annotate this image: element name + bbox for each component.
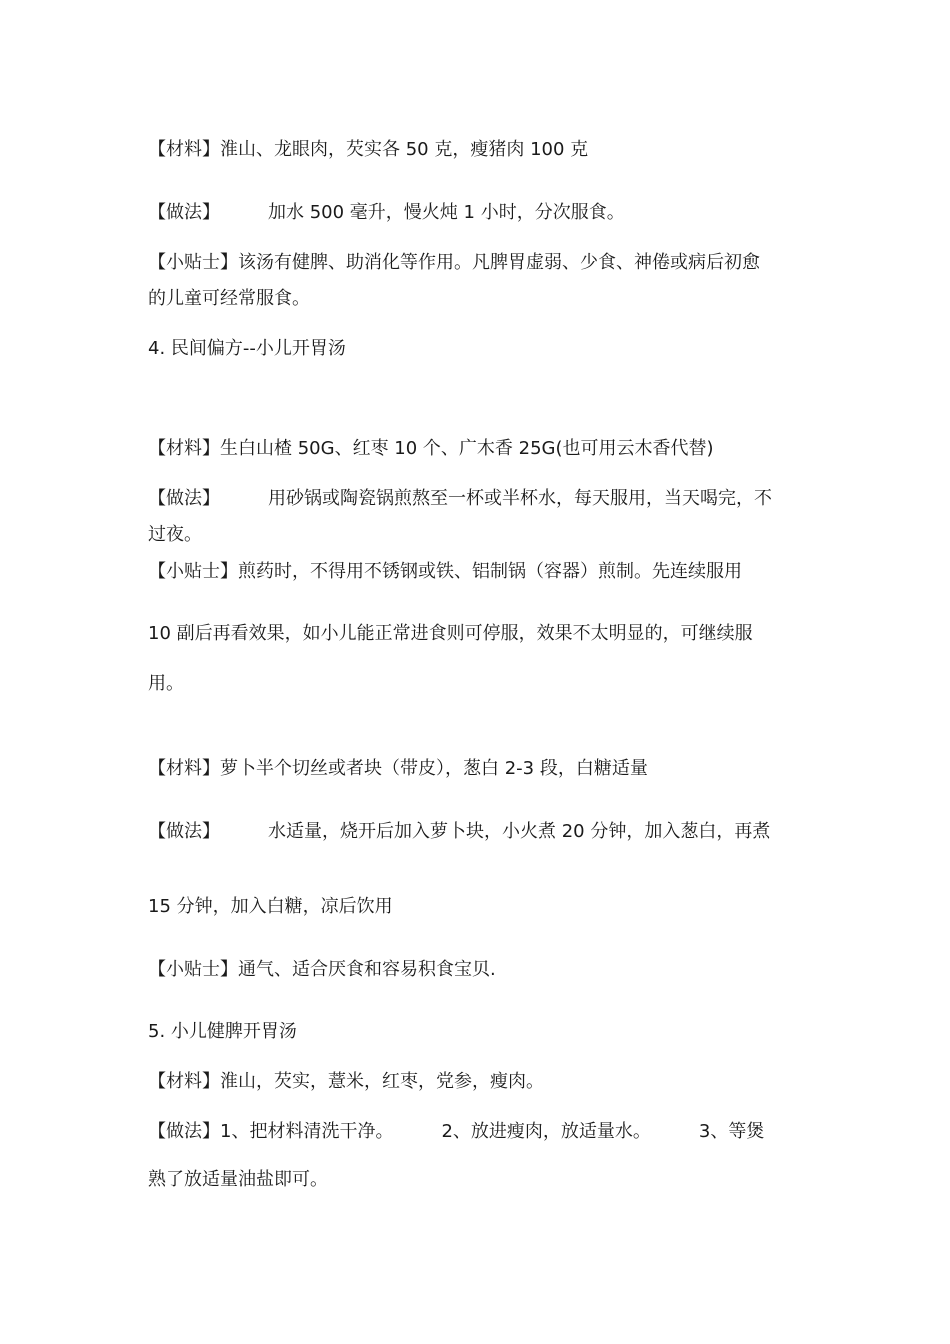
recipe4-method-cont: 过夜。 [148, 524, 202, 545]
recipe5-tips: 【小贴士】通气、适合厌食和容易积食宝贝. [148, 959, 496, 980]
recipe3-method [148, 201, 625, 225]
recipe4-tips-cont: 10 副后再看效果，如小儿能正常进食则可停服，效果不太明显的，可继续服 [148, 623, 753, 644]
recipe4-tips-end: 用。 [148, 673, 184, 694]
recipe5-method-cont: 15 分钟，加入白糖，凉后饮用 [148, 896, 393, 917]
recipe4-tips: 【小贴士】煎药时，不得用不锈钢或铁、铝制锅（容器）煎制。先连续服用 [148, 561, 742, 582]
method-label: 【做法】 [148, 202, 220, 223]
method-step-2: 2、放进瘦肉，放适量水。 [441, 1121, 651, 1142]
recipe6-method [148, 1120, 764, 1144]
method-step-1: 【做法】1、把材料清洗干净。 [148, 1121, 394, 1142]
recipe5-method [148, 820, 770, 844]
method-label: 【做法】 [148, 488, 220, 509]
recipe5-ingredients: 【材料】萝卜半个切丝或者块（带皮），葱白 2-3 段，白糖适量 [148, 758, 648, 779]
method-step-3: 3、等煲 [698, 1121, 765, 1142]
recipe4-method [148, 487, 772, 511]
method-label: 【做法】 [148, 821, 220, 842]
recipe6-ingredients: 【材料】淮山，芡实，薏米，红枣，党参，瘦肉。 [148, 1071, 544, 1092]
recipe4-ingredients: 【材料】生白山楂 50G、红枣 10 个、广木香 25G(也可用云木香代替) [148, 438, 714, 459]
recipe6-method-cont: 熟了放适量油盐即可。 [148, 1169, 328, 1190]
recipe3-tips-cont: 的儿童可经常服食。 [148, 288, 310, 309]
method-text: 水适量，烧开后加入萝卜块，小火煮 20 分钟，加入葱白，再煮 [268, 821, 771, 842]
recipe3-ingredients: 【材料】淮山、龙眼肉，芡实各 50 克，瘦猪肉 100 克 [148, 139, 589, 160]
method-text: 加水 500 毫升，慢火炖 1 小时，分次服食。 [268, 202, 625, 223]
section-heading-4: 4. 民间偏方--小儿开胃汤 [148, 338, 346, 359]
section-heading-5: 5. 小儿健脾开胃汤 [148, 1021, 297, 1042]
method-text: 用砂锅或陶瓷锅煎熬至一杯或半杯水，每天服用，当天喝完，不 [268, 488, 772, 509]
recipe3-tips: 【小贴士】该汤有健脾、助消化等作用。凡脾胃虚弱、少食、神倦或病后初愈 [148, 252, 760, 273]
